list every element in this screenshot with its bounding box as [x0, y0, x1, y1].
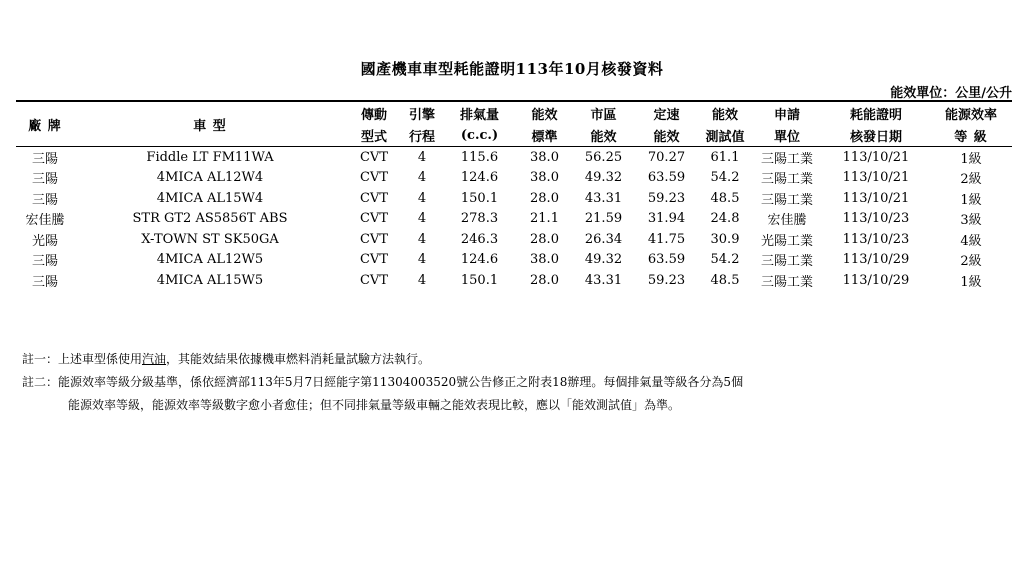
cell-stroke: 4	[417, 252, 427, 268]
cell-grade: 2級	[960, 172, 982, 188]
cell-grade: 3級	[960, 213, 982, 229]
cell-test: 61.1	[710, 149, 740, 165]
header-date-1: 耗能證明	[822, 101, 930, 124]
cell-brand: 三陽	[31, 254, 58, 270]
header-test-1: 能效	[698, 101, 752, 124]
header-standard-2: 標準	[517, 124, 572, 147]
cell-urban: 43.31	[584, 272, 623, 288]
header-displacement-2: (c.c.)	[442, 124, 517, 147]
cell-applicant: 三陽工業	[760, 172, 813, 188]
header-urban-2: 能效	[572, 124, 635, 147]
cell-brand: 三陽	[31, 274, 58, 290]
cell-brand: 三陽	[31, 172, 58, 188]
cell-model: Fiddle LT FM11WA	[146, 149, 274, 165]
cell-grade: 2級	[960, 254, 982, 270]
note-1	[22, 348, 743, 371]
cell-grade: 1級	[960, 274, 982, 290]
header-test-2: 測試值	[698, 124, 752, 147]
cell-date: 113/10/21	[842, 149, 910, 165]
cell-urban: 43.31	[584, 190, 623, 206]
header-constant-1: 定速	[635, 101, 698, 124]
cell-transmission: CVT	[359, 231, 388, 247]
header-applicant-2: 單位	[752, 124, 822, 147]
cell-date: 113/10/29	[842, 252, 910, 268]
cell-applicant: 光陽工業	[760, 233, 813, 249]
header-grade-2: 等 級	[930, 124, 1012, 147]
cell-model: STR GT2 AS5856T ABS	[132, 211, 288, 227]
cell-model: 4MICA AL15W5	[156, 272, 264, 288]
cell-grade: 4級	[960, 233, 982, 249]
header-date-2: 核發日期	[822, 124, 930, 147]
cell-standard: 21.1	[530, 211, 559, 227]
cell-transmission: CVT	[359, 272, 388, 288]
table-row	[16, 270, 1012, 291]
table-row	[16, 209, 1012, 230]
cell-test: 30.9	[710, 231, 740, 247]
cell-standard: 28.0	[530, 272, 559, 288]
cell-constant: 70.27	[647, 149, 686, 165]
table-row	[16, 188, 1012, 209]
table-row	[16, 147, 1012, 168]
cell-displacement: 150.1	[460, 272, 499, 288]
cell-constant: 31.94	[647, 211, 686, 227]
header-constant-2: 能效	[635, 124, 698, 147]
unit-label: 能效單位：公里/公升	[890, 86, 1012, 101]
cell-date: 113/10/21	[842, 170, 910, 186]
cell-brand: 宏佳騰	[25, 213, 65, 229]
cell-grade: 1級	[960, 192, 982, 208]
note-2-line-1: 註二：能源效率等級分級基準，係依經濟部113年5月7日經能字第11304003520號公告修正之附表18辦理。每個排氣量等級各分為5個	[22, 375, 744, 389]
cell-stroke: 4	[417, 231, 427, 247]
cell-date: 113/10/23	[842, 231, 910, 247]
cell-displacement: 150.1	[460, 190, 499, 206]
cell-displacement: 115.6	[460, 149, 499, 165]
header-displacement-1: 排氣量	[442, 101, 517, 124]
cell-stroke: 4	[417, 190, 427, 206]
cell-transmission: CVT	[359, 190, 388, 206]
cell-transmission: CVT	[359, 252, 388, 268]
table-row	[16, 229, 1012, 250]
cell-date: 113/10/23	[842, 211, 910, 227]
cell-transmission: CVT	[359, 149, 388, 165]
cell-stroke: 4	[417, 211, 427, 227]
note-2-line-2: 能源效率等級，能源效率等級數字愈小者愈佳；但不同排氣量等級車輛之能效表現比較，應以「能效測試值」為準。	[68, 398, 681, 412]
cell-standard: 38.0	[530, 170, 559, 186]
cell-displacement: 246.3	[460, 231, 499, 247]
cell-grade: 1級	[960, 151, 982, 167]
cell-test: 48.5	[710, 190, 740, 206]
cell-stroke: 4	[417, 170, 427, 186]
header-stroke-1: 引擎	[402, 101, 442, 124]
cell-brand: 三陽	[31, 151, 58, 167]
cell-standard: 28.0	[530, 231, 559, 247]
cell-standard: 38.0	[530, 149, 559, 165]
note-1-suffix: ，其能效結果依據機車燃料消耗量試驗方法執行。	[166, 352, 431, 366]
cell-constant: 63.59	[647, 170, 686, 186]
cell-stroke: 4	[417, 272, 427, 288]
cell-stroke: 4	[417, 149, 427, 165]
cell-urban: 56.25	[584, 149, 623, 165]
header-urban-1: 市區	[572, 101, 635, 124]
cell-urban: 49.32	[584, 170, 623, 186]
cell-applicant: 宏佳騰	[767, 213, 807, 229]
cell-brand: 三陽	[31, 192, 58, 208]
cell-standard: 38.0	[530, 252, 559, 268]
cell-applicant: 三陽工業	[760, 274, 813, 290]
certification-table	[16, 100, 1012, 291]
cell-test: 54.2	[710, 170, 740, 186]
fuel-type-text: 汽油	[142, 352, 167, 366]
cell-model: 4MICA AL12W5	[156, 252, 264, 268]
header-transmission-1: 傳動	[346, 101, 402, 124]
cell-applicant: 三陽工業	[760, 192, 813, 208]
cell-date: 113/10/29	[842, 272, 910, 288]
table-row	[16, 168, 1012, 189]
cell-applicant: 三陽工業	[760, 254, 813, 270]
cell-model: 4MICA AL15W4	[156, 190, 264, 206]
header-transmission-2: 型式	[346, 124, 402, 147]
cell-urban: 21.59	[584, 211, 623, 227]
cell-test: 24.8	[710, 211, 740, 227]
cell-constant: 41.75	[647, 231, 686, 247]
cell-brand: 光陽	[31, 233, 58, 249]
cell-urban: 49.32	[584, 252, 623, 268]
notes-section	[22, 348, 743, 417]
cell-constant: 59.23	[647, 272, 686, 288]
cell-displacement: 124.6	[460, 252, 499, 268]
cell-constant: 59.23	[647, 190, 686, 206]
cell-transmission: CVT	[359, 211, 388, 227]
cell-standard: 28.0	[530, 190, 559, 206]
cell-transmission: CVT	[359, 170, 388, 186]
cell-urban: 26.34	[584, 231, 623, 247]
cell-constant: 63.59	[647, 252, 686, 268]
header-brand: 廠 牌	[16, 101, 74, 147]
cell-test: 54.2	[710, 252, 740, 268]
header-stroke-2: 行程	[402, 124, 442, 147]
cell-displacement: 278.3	[460, 211, 499, 227]
header-model: 車 型	[74, 101, 346, 147]
table-row	[16, 250, 1012, 271]
header-applicant-1: 申請	[752, 101, 822, 124]
header-grade-1: 能源效率	[930, 101, 1012, 124]
cell-applicant: 三陽工業	[760, 151, 813, 167]
cell-model: 4MICA AL12W4	[156, 170, 264, 186]
note-1-prefix: 註一：上述車型係使用	[22, 352, 143, 366]
page-title: 國產機車車型耗能證明113年10月核發資料	[360, 60, 664, 78]
cell-displacement: 124.6	[460, 170, 499, 186]
cell-date: 113/10/21	[842, 190, 910, 206]
header-standard-1: 能效	[517, 101, 572, 124]
cell-model: X-TOWN ST SK50GA	[141, 231, 279, 247]
cell-test: 48.5	[710, 272, 740, 288]
